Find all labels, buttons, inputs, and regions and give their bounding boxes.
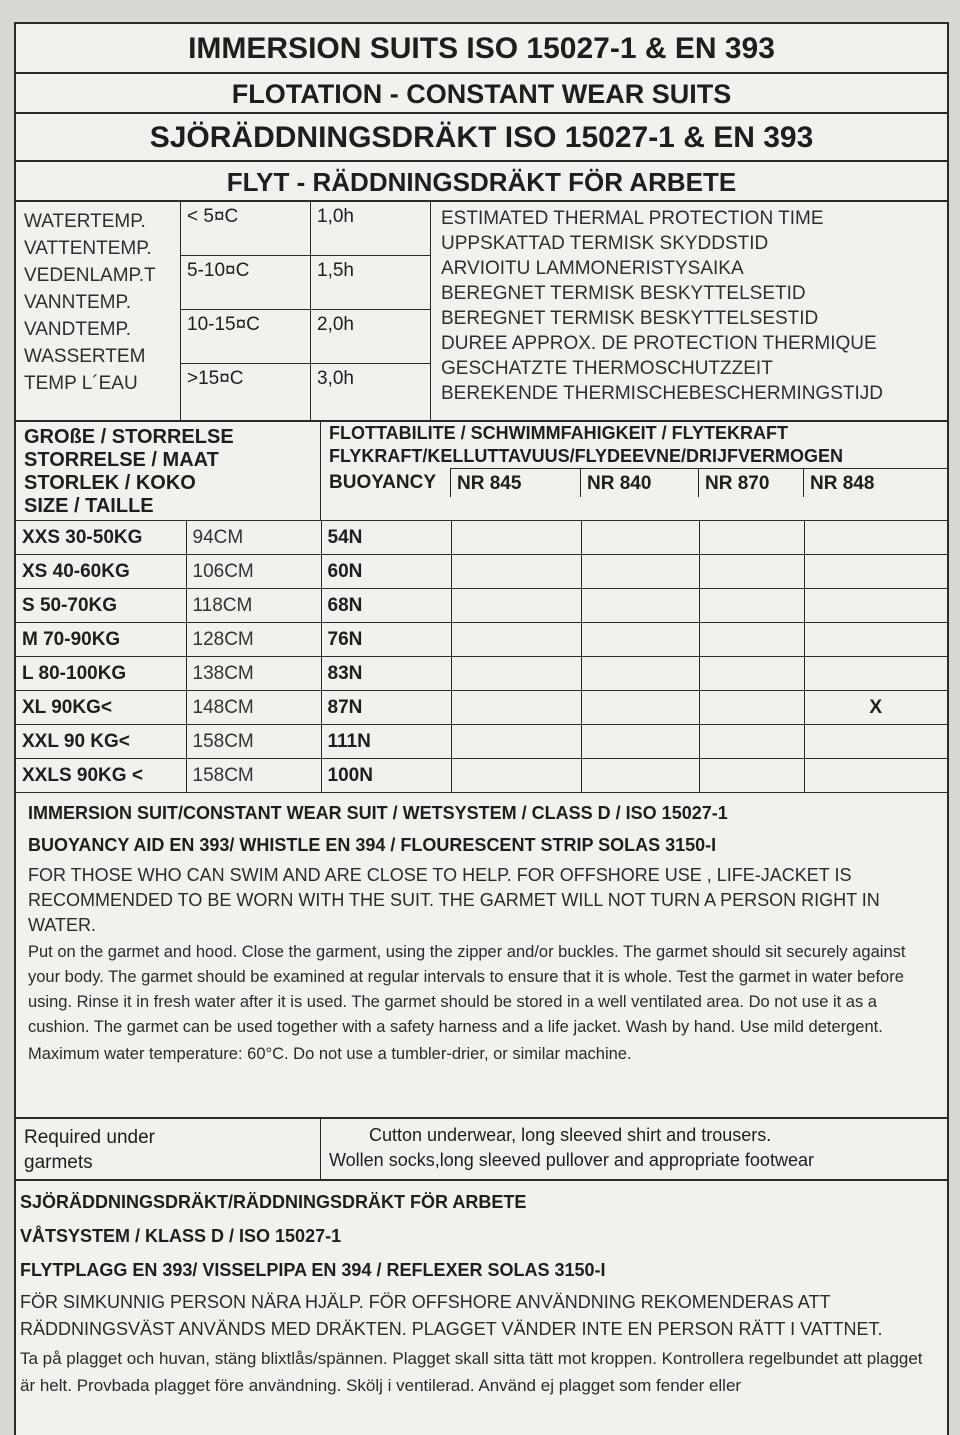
protection-time: 1,5h <box>311 256 430 310</box>
protection-time-text: DUREE APPROX. DE PROTECTION THERMIQUE <box>441 333 877 354</box>
protection-time: 1,0h <box>311 202 430 256</box>
model-mark-cell <box>451 759 581 793</box>
model-mark-cell <box>699 521 804 555</box>
buoyancy-cell: 83N <box>321 657 451 691</box>
title-flyt: FLYT - RÄDDNINGSDRÄKT FÖR ARBETE <box>16 162 947 202</box>
model-mark-cell <box>804 555 947 589</box>
model-mark-cell <box>699 589 804 623</box>
class-line: IMMERSION SUIT/CONSTANT WEAR SUIT / WETSYSTEM / CLASS D / ISO 15027-1 <box>28 803 728 823</box>
size-cell: XXS 30-50KG <box>16 521 186 555</box>
swedish-buoyancy-line: FLYTPLAGG EN 393/ VISSELPIPA EN 394 / REFLEXER SOLAS 3150-I <box>20 1260 606 1280</box>
model-mark-cell <box>804 725 947 759</box>
model-mark-cell <box>699 623 804 657</box>
buoyancy-cell: 87N <box>321 691 451 725</box>
protection-time-text: BEREGNET TERMISK BESKYTTELSETID <box>441 283 806 304</box>
protection-time-text: UPPSKATTAD TERMISK SKYDDSTID <box>441 233 769 254</box>
model-mark-cell: X <box>804 691 947 725</box>
swedish-instructions <box>16 1181 947 1399</box>
size-cell: XL 90KG< <box>16 691 186 725</box>
flotation-label: FLYKRAFT/KELLUTTAVUUS/FLYDEEVNE/DRIJFVERMOGEN <box>329 446 844 466</box>
model-mark-cell <box>451 691 581 725</box>
buoyancy-cell: 111N <box>321 725 451 759</box>
size-cell: L 80-100KG <box>16 657 186 691</box>
chest-cell: 158CM <box>186 759 321 793</box>
protection-time-text: BEREKENDE THERMISCHEBESCHERMINGSTIJD <box>441 383 883 404</box>
chest-cell: 118CM <box>186 589 321 623</box>
model-mark-cell <box>581 521 699 555</box>
buoyancy-cell: 100N <box>321 759 451 793</box>
undergarments-line: Cutton underwear, long sleeved shirt and trousers. <box>369 1125 772 1145</box>
protection-time: 3,0h <box>317 368 354 389</box>
protection-time-text: GESCHATZTE THERMOSCHUTZZEIT <box>441 358 773 379</box>
temp-range: < 5¤C <box>181 202 310 256</box>
water-temp-label: WATERTEMP. <box>24 211 146 232</box>
title-sjoraddningsdrakt: SJÖRÄDDNINGSDRÄKT ISO 15027-1 & EN 393 <box>16 114 947 162</box>
english-instructions <box>16 793 947 1119</box>
protection-time-text: BEREGNET TERMISK BESKYTTELSESTID <box>441 308 819 329</box>
model-mark-cell <box>804 521 947 555</box>
size-cell: M 70-90KG <box>16 623 186 657</box>
buoyancy-cell: 60N <box>321 555 451 589</box>
model-nr-848: NR 848 <box>804 468 947 497</box>
model-nr-840: NR 840 <box>581 468 699 497</box>
table-row <box>16 725 947 759</box>
buoyancy-cell: 54N <box>321 521 451 555</box>
model-mark-cell <box>804 759 947 793</box>
table-row <box>16 521 947 555</box>
model-mark-cell <box>451 555 581 589</box>
required-undergarments <box>16 1119 947 1181</box>
size-cell: XS 40-60KG <box>16 555 186 589</box>
model-mark-cell <box>699 555 804 589</box>
model-mark-cell <box>581 623 699 657</box>
protection-time: 2,0h <box>311 310 430 364</box>
buoyancy-cell: 76N <box>321 623 451 657</box>
protection-time-text: ARVIOITU LAMMONERISTYSAIKA <box>441 258 744 279</box>
garment-label <box>14 22 949 1435</box>
thermal-protection-table <box>16 202 947 422</box>
size-cell: XXLS 90KG < <box>16 759 186 793</box>
usage-warning: FOR THOSE WHO CAN SWIM AND ARE CLOSE TO HELP. FOR OFFSHORE USE , LIFE-JACKET IS RECOMMENDED TO BE WORN WITH THE SUIT. THE GARMET WILL NOT TURN A PERSON RIGHT IN WATER. <box>28 865 880 935</box>
table-row <box>16 657 947 691</box>
temp-range: 5-10¤C <box>181 256 310 310</box>
model-mark-cell <box>581 555 699 589</box>
size-label: GROßE / STORRELSE <box>24 426 234 448</box>
model-mark-cell <box>581 589 699 623</box>
table-row <box>16 691 947 725</box>
protection-time-text: ESTIMATED THERMAL PROTECTION TIME <box>441 208 824 229</box>
model-header-row <box>321 468 947 497</box>
water-temp-label: WASSERTEM <box>24 346 146 367</box>
temp-ranges <box>181 202 311 420</box>
protection-times <box>311 202 431 420</box>
water-temp-label: VATTENTEMP. <box>24 238 152 259</box>
model-nr-870: NR 870 <box>699 468 804 497</box>
model-mark-cell <box>451 623 581 657</box>
model-mark-cell <box>581 657 699 691</box>
water-temp-label: TEMP L´EAU <box>24 373 138 394</box>
model-mark-cell <box>699 759 804 793</box>
title-flotation: FLOTATION - CONSTANT WEAR SUITS <box>16 74 947 114</box>
size-table <box>16 520 947 793</box>
temp-range: >15¤C <box>187 368 244 389</box>
swedish-title: SJÖRÄDDNINGSDRÄKT/RÄDDNINGSDRÄKT FÖR ARBETE <box>20 1192 527 1212</box>
water-temp-label: VEDENLAMP.T <box>24 265 156 286</box>
model-mark-cell <box>581 691 699 725</box>
model-mark-cell <box>581 759 699 793</box>
model-mark-cell <box>451 589 581 623</box>
water-temp-label: VANDTEMP. <box>24 319 131 340</box>
temp-range: 10-15¤C <box>181 310 310 364</box>
title-immersion-suits: IMMERSION SUITS ISO 15027-1 & EN 393 <box>16 24 947 74</box>
model-mark-cell <box>699 725 804 759</box>
size-label: STORLEK / KOKO <box>24 472 196 494</box>
model-nr-845: NR 845 <box>451 468 581 497</box>
chest-cell: 158CM <box>186 725 321 759</box>
size-buoyancy-header <box>16 422 947 520</box>
chest-cell: 94CM <box>186 521 321 555</box>
buoyancy-line: BUOYANCY AID EN 393/ WHISTLE EN 394 / FLOURESCENT STRIP SOLAS 3150-I <box>28 835 717 855</box>
chest-cell: 106CM <box>186 555 321 589</box>
size-label: SIZE / TAILLE <box>24 495 154 517</box>
flotation-label: FLOTTABILITE / SCHWIMMFAHIGKEIT / FLYTEKRAFT <box>329 423 788 443</box>
swedish-usage-warning: FÖR SIMKUNNIG PERSON NÄRA HJÄLP. FÖR OFFSHORE ANVÄNDNING REKOMENDERAS ATT RÄDDNINGSVÄST ANVÄNDS MED DRÄKTEN. PLAGGET VÄNDER INTE EN PERSON RÄTT I VATTNET. <box>20 1292 883 1339</box>
table-row <box>16 623 947 657</box>
model-mark-cell <box>699 691 804 725</box>
chest-cell: 138CM <box>186 657 321 691</box>
model-mark-cell <box>581 725 699 759</box>
table-row <box>16 759 947 793</box>
size-cell: XXL 90 KG< <box>16 725 186 759</box>
max-temperature: Maximum water temperature: 60°C. Do not use a tumbler-drier, or similar machine. <box>28 1045 632 1063</box>
water-temp-label: VANNTEMP. <box>24 292 131 313</box>
model-mark-cell <box>699 657 804 691</box>
table-row <box>16 555 947 589</box>
protection-time-descriptions <box>431 202 947 420</box>
undergarments-label-line: Required under <box>24 1127 155 1148</box>
model-mark-cell <box>804 657 947 691</box>
size-label: STORRELSE / MAAT <box>24 449 219 471</box>
water-temp-labels <box>16 202 181 420</box>
swedish-class-line: VÅTSYSTEM / KLASS D / ISO 15027-1 <box>20 1226 342 1246</box>
undergarments-label-line: garmets <box>24 1152 93 1173</box>
size-labels <box>16 422 321 520</box>
chest-cell: 148CM <box>186 691 321 725</box>
chest-cell: 128CM <box>186 623 321 657</box>
model-mark-cell <box>451 521 581 555</box>
care-instructions: Put on the garmet and hood. Close the garment, using the zipper and/or buckles. The garmet should sit securely against your body. The garmet should be examined at regular intervals to ensure that it is whole. Test the garmet in water before using. Rinse it in fresh water after it is used. The garmet should be stored in a well ventilated area. Do not use it as a cushion. The garmet can be used together with a safety harness and a life jacket. Wash by hand. Use mild detergent. <box>28 943 906 1036</box>
table-row <box>16 589 947 623</box>
undergarments-text <box>321 1119 947 1179</box>
flotation-header <box>321 422 947 520</box>
buoyancy-label: BUOYANCY <box>321 468 451 497</box>
size-cell: S 50-70KG <box>16 589 186 623</box>
undergarments-label <box>16 1119 321 1179</box>
buoyancy-cell: 68N <box>321 589 451 623</box>
undergarments-line: Wollen socks,long sleeved pullover and appropriate footwear <box>329 1150 814 1170</box>
model-mark-cell <box>451 657 581 691</box>
swedish-care-instructions: Ta på plagget och huvan, stäng blixtlås/spännen. Plagget skall sitta tätt mot kroppen. Kontrollera regelbundet att plagget är helt. Provbada plagget före användning. Skölj i ventilerad. Använd ej plagget som fender eller <box>20 1349 923 1395</box>
model-mark-cell <box>804 589 947 623</box>
model-mark-cell <box>804 623 947 657</box>
model-mark-cell <box>451 725 581 759</box>
